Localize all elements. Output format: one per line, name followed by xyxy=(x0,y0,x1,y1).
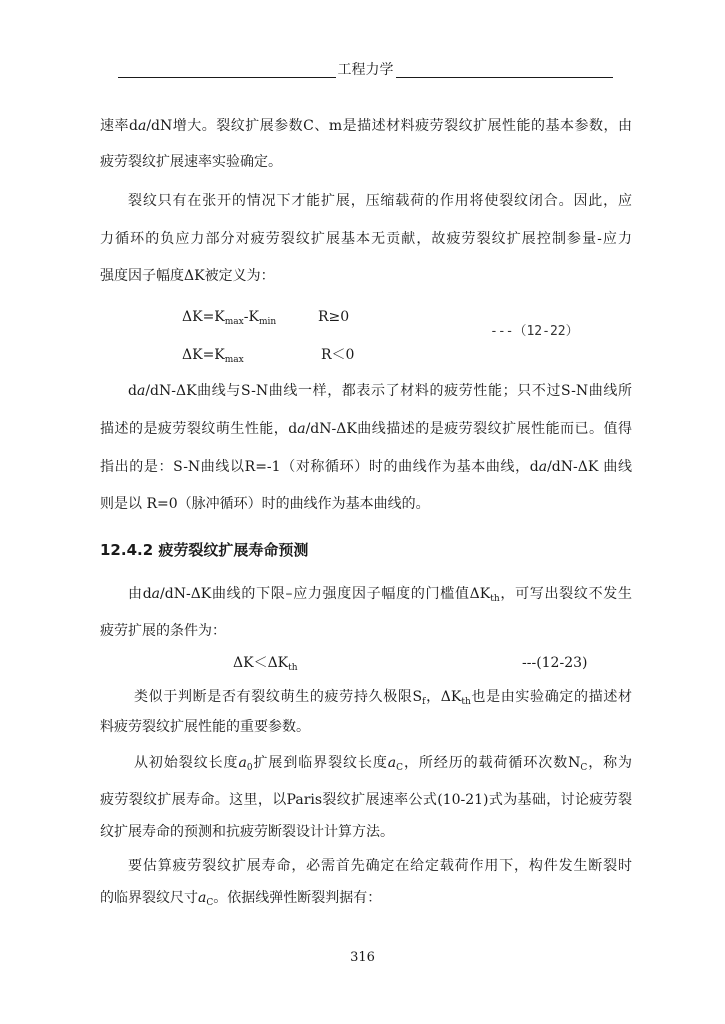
text-subscript: C xyxy=(580,763,588,773)
equation-number-12-23: ---(12-23) xyxy=(522,655,588,671)
text-run: 由d xyxy=(128,586,152,602)
math-subscript: th xyxy=(288,663,298,673)
text-run: /dN-ΔK曲线与S-N曲线一样，都表示了材料的疲劳性能；只不过S-N曲线所 xyxy=(145,383,632,399)
header-rule-right xyxy=(396,65,614,78)
text-run: /dN-ΔK曲线的下限–应力强度因子幅度的门槛值ΔK xyxy=(160,586,491,602)
text-run: ，称为 xyxy=(587,755,633,771)
paragraph-1-line-1 xyxy=(100,118,632,134)
math-subscript: min xyxy=(258,317,277,327)
paragraph-6-line-3: 纹扩展寿命的预测和抗疲劳断裂设计计算方法。 xyxy=(100,824,394,840)
text-run: 指出的是：S-N曲线以R=-1（对称循环）时的曲线作为基本曲线，d xyxy=(100,459,539,475)
text-run-italic: a xyxy=(387,755,397,771)
equation-12-22-row-1 xyxy=(182,309,276,325)
text-run: ，可写出裂纹不发生 xyxy=(499,586,633,602)
text-run-italic: a xyxy=(137,118,147,134)
paragraph-6-line-2: 疲劳裂纹扩展寿命。这里，以Paris裂纹扩展速率公式(10-21)式为基础，讨论疲劳裂 xyxy=(100,792,632,808)
page-number: 316 xyxy=(350,950,375,965)
paragraph-7-line-1: 要估算疲劳裂纹扩展寿命，必需首先确定在给定载荷作用下，构件发生断裂时 xyxy=(128,858,632,874)
section-heading: 12.4.2 疲劳裂纹扩展寿命预测 xyxy=(100,541,309,559)
paragraph-2-line-3: 强度因子幅度ΔK被定义为： xyxy=(100,268,275,284)
text-run: 。依据线弹性断裂判据有： xyxy=(213,890,382,906)
text-run: ，所经历的载荷循环次数N xyxy=(403,755,581,771)
paragraph-4-line-2: 疲劳扩展的条件为： xyxy=(100,623,226,639)
paragraph-3-line-2 xyxy=(100,421,632,437)
text-run: /dN增大。裂纹扩展参数C、m是描述材料疲劳裂纹扩展性能的基本参数，由 xyxy=(146,118,632,134)
text-run-italic: a xyxy=(538,459,548,475)
equation-number-12-22: ---（12-22） xyxy=(490,324,579,339)
text-run-italic: a xyxy=(151,586,161,602)
text-subscript: th xyxy=(490,594,500,604)
header-title: 工程力学 xyxy=(337,62,394,78)
paragraph-2-line-1: 裂纹只有在张开的情况下才能扩展，压缩载荷的作用将使裂纹闭合。因此，应 xyxy=(128,193,632,209)
text-run-italic: a xyxy=(297,421,306,437)
text-run: /dN-ΔK 曲线 xyxy=(547,459,632,475)
math-subscript: max xyxy=(224,317,244,327)
text-run: ，ΔK xyxy=(425,689,462,705)
paragraph-2-line-2: 力循环的负应力部分对疲劳裂纹扩展基本无贡献，故疲劳裂纹扩展控制参量-应力 xyxy=(100,231,632,247)
text-run: d xyxy=(128,383,137,399)
text-run: 也是由实验确定的描述材 xyxy=(470,689,633,705)
text-run: 的临界裂纹尺寸 xyxy=(100,890,198,906)
equation-12-22-row-2 xyxy=(182,347,244,363)
math-run: ΔK=K xyxy=(182,309,225,325)
equation-12-22-condition-1: R≥0 xyxy=(318,309,350,325)
math-run: ΔK＜ΔK xyxy=(233,655,289,671)
text-run: /dN-ΔK曲线描述的是疲劳裂纹扩展性能而已。值得 xyxy=(305,421,632,437)
paragraph-5-line-2: 料疲劳裂纹扩展性能的重要参数。 xyxy=(100,719,310,735)
text-run: 类似于判断是否有裂纹萌生的疲劳持久极限S xyxy=(134,689,423,705)
header-rule-left xyxy=(118,65,336,78)
text-run-italic: a xyxy=(136,383,146,399)
paragraph-5-line-1 xyxy=(100,689,632,705)
math-run: ΔK=K xyxy=(182,347,225,363)
paragraph-6-line-1 xyxy=(100,755,632,771)
text-subscript: f xyxy=(422,697,426,707)
paragraph-1-line-2: 疲劳裂纹扩展速率实验确定。 xyxy=(100,154,282,170)
text-subscript: 0 xyxy=(246,763,253,773)
page-header xyxy=(118,60,613,78)
text-subscript: C xyxy=(206,898,214,908)
equation-12-23 xyxy=(233,655,298,671)
text-subscript: th xyxy=(461,697,471,707)
math-subscript: max xyxy=(224,355,244,365)
equation-12-22-condition-2: R＜0 xyxy=(321,347,355,363)
paragraph-7-line-2 xyxy=(100,890,632,906)
paragraph-3-line-3 xyxy=(100,459,632,475)
paragraph-4-line-1 xyxy=(100,586,632,602)
text-run-italic: a xyxy=(238,755,247,771)
text-run: 速率d xyxy=(100,118,138,134)
text-run-italic: a xyxy=(198,890,207,906)
math-run: -K xyxy=(243,309,259,325)
text-run: 描述的是疲劳裂纹萌生性能，d xyxy=(100,421,298,437)
text-run: 从初始裂纹长度 xyxy=(134,755,239,771)
text-run: 扩展到临界裂纹长度 xyxy=(252,755,388,771)
text-subscript: C xyxy=(396,763,404,773)
paragraph-3-line-1 xyxy=(100,383,632,399)
paragraph-3-line-4: 则是以 R=0（脉冲循环）时的曲线作为基本曲线的。 xyxy=(100,496,430,512)
